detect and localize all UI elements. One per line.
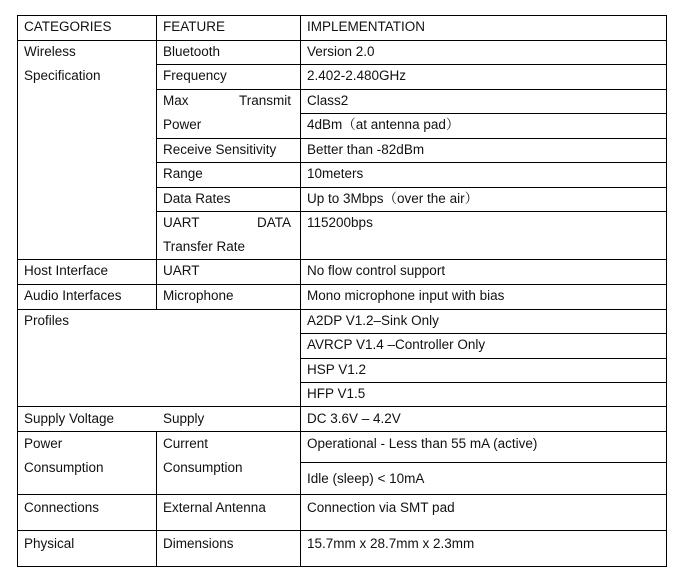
- feature-uart-transfer-rate: Transfer Rate: [163, 239, 246, 254]
- feature-uart-data-word: UART: [163, 215, 200, 230]
- impl-microphone: Mono microphone input with bias: [307, 288, 505, 303]
- feature-max-transmit: [163, 89, 291, 113]
- row-border: [17, 494, 667, 495]
- profile-hsp: HSP V1.2: [307, 362, 367, 377]
- feature-max-transmit-word: Max: [163, 93, 189, 108]
- feature-supply: Supply: [163, 411, 205, 426]
- profile-avrcp: AVRCP V1.4 –Controller Only: [307, 337, 486, 352]
- feature-max-transmit-word: Transmit: [238, 93, 291, 108]
- impl-max-transmit-dbm: 4dBm（at antenna pad）: [307, 117, 460, 132]
- category-power-consumption: Consumption: [24, 460, 104, 475]
- category-profiles: Profiles: [24, 313, 70, 328]
- category-wireless: Wireless: [24, 44, 76, 59]
- category-host-interface: Host Interface: [24, 263, 109, 278]
- feature-range: Range: [163, 166, 203, 181]
- impl-max-transmit-class: Class2: [307, 93, 349, 108]
- feature-current-consumption: Consumption: [163, 460, 243, 475]
- row-border: [17, 566, 667, 567]
- row-border: [156, 162, 667, 163]
- category-audio-interfaces: Audio Interfaces: [24, 288, 122, 303]
- row-border: [17, 530, 667, 531]
- feature-uart-data: [163, 211, 291, 235]
- header-categories: CATEGORIES: [24, 19, 112, 34]
- profile-hfp: HFP V1.5: [307, 386, 366, 401]
- impl-bluetooth: Version 2.0: [307, 44, 375, 59]
- feature-max-transmit-power: Power: [163, 117, 202, 132]
- category-supply-voltage: Supply Voltage: [24, 411, 115, 426]
- col-border: [17, 15, 18, 567]
- row-border: [300, 462, 667, 463]
- feature-host-uart: UART: [163, 263, 200, 278]
- feature-frequency: Frequency: [163, 68, 227, 83]
- feature-microphone: Microphone: [163, 288, 234, 303]
- impl-uart-data: 115200bps: [307, 215, 373, 230]
- impl-data-rates: Up to 3Mbps（over the air）: [307, 191, 479, 206]
- category-power-consumption: Power: [24, 436, 63, 451]
- feature-uart-data-word: DATA: [256, 215, 291, 230]
- col-border: [156, 431, 157, 567]
- feature-current-consumption: Current: [163, 436, 209, 451]
- impl-receive-sensitivity: Better than -82dBm: [307, 142, 425, 157]
- col-border: [666, 15, 667, 567]
- impl-range: 10meters: [307, 166, 364, 181]
- feature-data-rates: Data Rates: [163, 191, 231, 206]
- impl-host-uart: No flow control support: [307, 263, 446, 278]
- col-border: [300, 15, 301, 567]
- profile-a2dp: A2DP V1.2–Sink Only: [307, 313, 439, 328]
- col-border: [156, 15, 157, 310]
- feature-dimensions: Dimensions: [163, 536, 234, 551]
- impl-dimensions: 15.7mm x 28.7mm x 2.3mm: [307, 536, 475, 551]
- impl-power-idle: Idle (sleep) < 10mA: [307, 471, 425, 486]
- row-border: [156, 64, 667, 65]
- feature-bluetooth: Bluetooth: [163, 44, 221, 59]
- feature-external-antenna: External Antenna: [163, 500, 266, 515]
- impl-connections: Connection via SMT pad: [307, 500, 455, 515]
- category-wireless: Specification: [24, 68, 101, 83]
- header-implementation: IMPLEMENTATION: [307, 19, 426, 34]
- feature-receive-sensitivity: Receive Sensitivity: [163, 142, 277, 157]
- impl-supply: DC 3.6V – 4.2V: [307, 411, 401, 426]
- header-feature: FEATURE: [163, 19, 226, 34]
- category-connections: Connections: [24, 500, 100, 515]
- impl-power-operational: Operational - Less than 55 mA (active): [307, 436, 538, 451]
- category-physical: Physical: [24, 536, 75, 551]
- impl-frequency: 2.402-2.480GHz: [307, 68, 407, 83]
